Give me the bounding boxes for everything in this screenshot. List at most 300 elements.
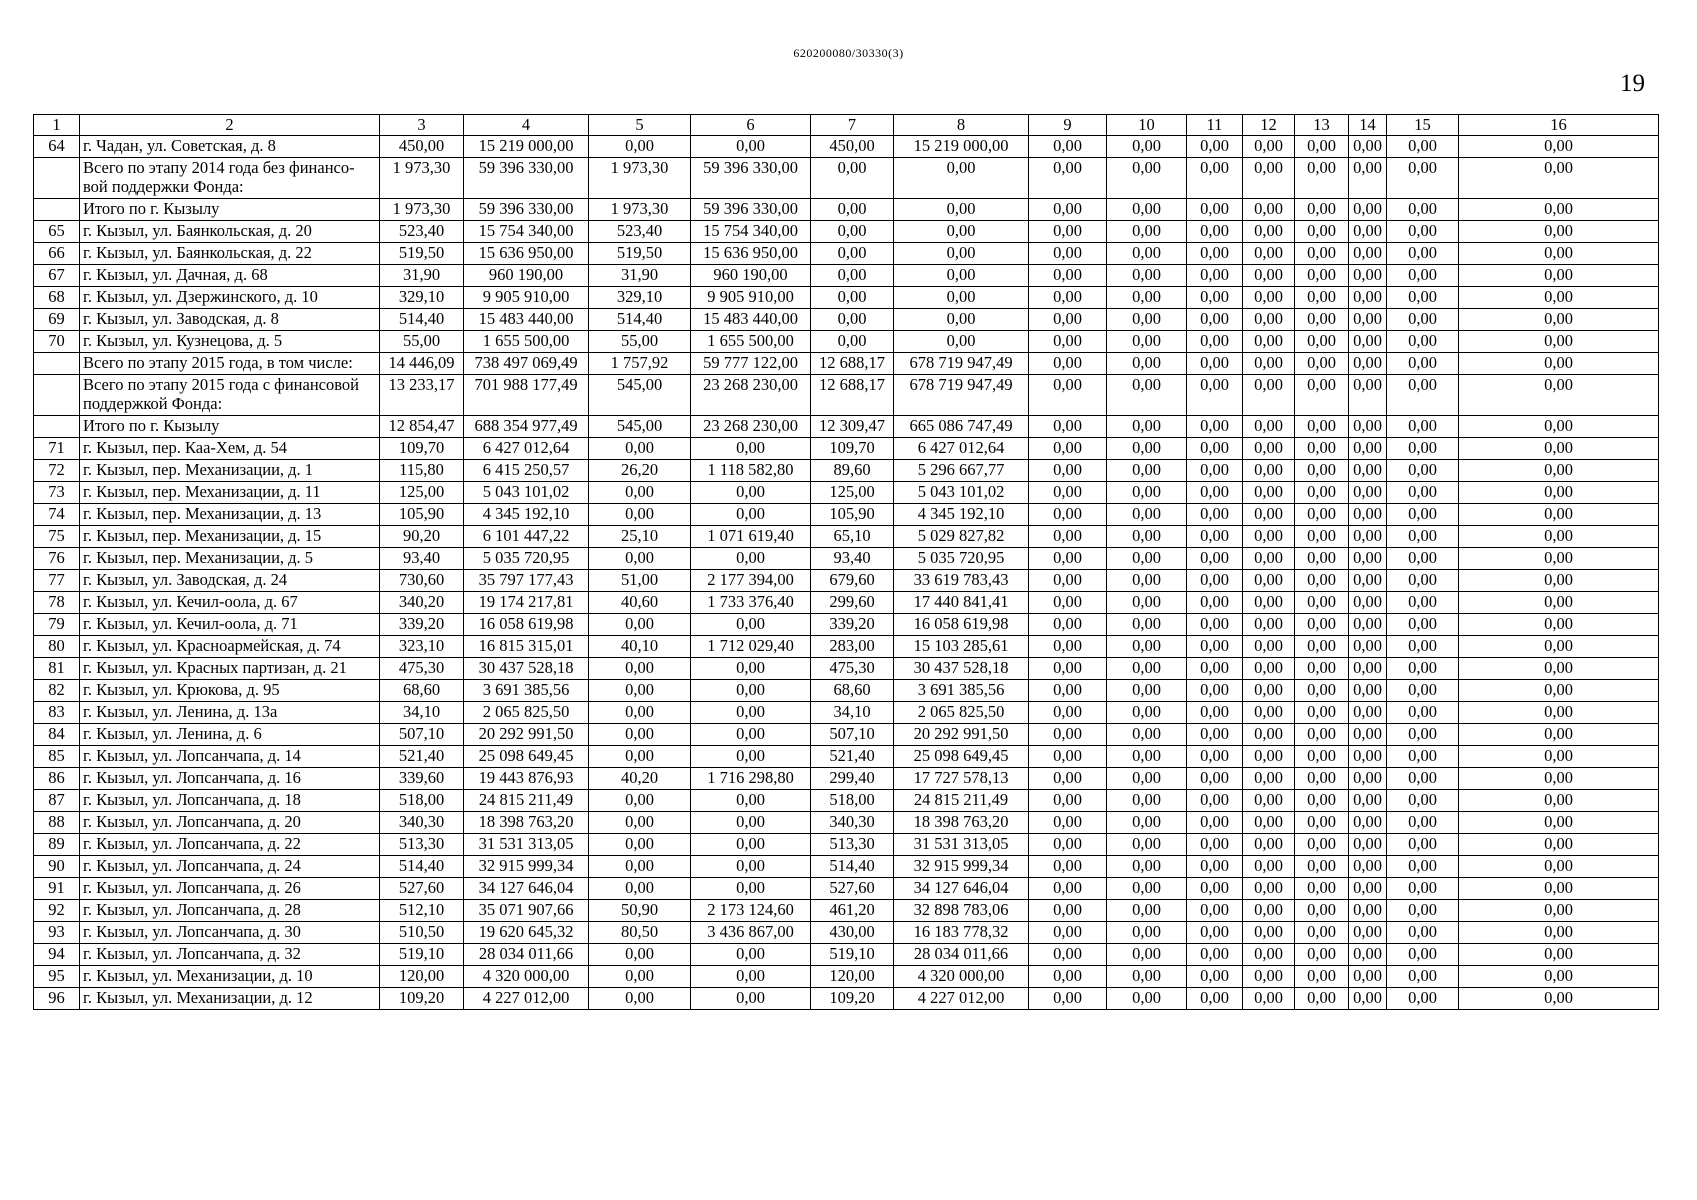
value-cell: 518,00 [380, 790, 464, 812]
value-cell: 0,00 [1387, 878, 1459, 900]
row-number-cell: 68 [34, 287, 80, 309]
value-cell: 0,00 [1243, 856, 1295, 878]
value-cell: 0,00 [1459, 636, 1659, 658]
value-cell: 665 086 747,49 [894, 416, 1029, 438]
value-cell: 16 815 315,01 [464, 636, 589, 658]
value-cell: 0,00 [691, 724, 811, 746]
table-row [34, 702, 1659, 724]
value-cell: 0,00 [1295, 570, 1349, 592]
value-cell: 0,00 [1349, 265, 1387, 287]
value-cell: 0,00 [1243, 680, 1295, 702]
value-cell: 0,00 [1349, 221, 1387, 243]
value-cell: 0,00 [1243, 526, 1295, 548]
value-cell: 31 531 313,05 [464, 834, 589, 856]
value-cell: 0,00 [1107, 136, 1187, 158]
value-cell: 730,60 [380, 570, 464, 592]
value-cell: 0,00 [1459, 243, 1659, 265]
value-cell: 0,00 [1349, 592, 1387, 614]
value-cell: 0,00 [1243, 375, 1295, 416]
value-cell: 0,00 [1459, 790, 1659, 812]
value-cell: 0,00 [1187, 158, 1243, 199]
value-cell: 0,00 [691, 966, 811, 988]
address-cell: г. Кызыл, ул. Баянкольская, д. 22 [80, 243, 380, 265]
value-cell: 0,00 [1187, 331, 1243, 353]
value-cell: 0,00 [1295, 375, 1349, 416]
value-cell: 0,00 [1029, 309, 1107, 331]
table-row [34, 966, 1659, 988]
value-cell: 0,00 [1187, 265, 1243, 287]
value-cell: 0,00 [1107, 460, 1187, 482]
table-row [34, 724, 1659, 746]
value-cell: 0,00 [1107, 724, 1187, 746]
value-cell: 2 177 394,00 [691, 570, 811, 592]
value-cell: 0,00 [1459, 504, 1659, 526]
row-number-cell: 75 [34, 526, 80, 548]
table-row [34, 526, 1659, 548]
value-cell: 90,20 [380, 526, 464, 548]
address-cell: г. Кызыл, ул. Кечил-оола, д. 71 [80, 614, 380, 636]
value-cell: 0,00 [1243, 900, 1295, 922]
value-cell: 0,00 [1295, 812, 1349, 834]
value-cell: 0,00 [1349, 375, 1387, 416]
value-cell: 0,00 [1295, 287, 1349, 309]
value-cell: 0,00 [1295, 834, 1349, 856]
value-cell: 0,00 [1029, 878, 1107, 900]
value-cell: 523,40 [589, 221, 691, 243]
value-cell: 1 757,92 [589, 353, 691, 375]
value-cell: 55,00 [380, 331, 464, 353]
value-cell: 0,00 [1349, 309, 1387, 331]
value-cell: 4 320 000,00 [464, 966, 589, 988]
value-cell: 0,00 [1459, 287, 1659, 309]
value-cell: 0,00 [1459, 724, 1659, 746]
value-cell: 105,90 [380, 504, 464, 526]
value-cell: 35 071 907,66 [464, 900, 589, 922]
value-cell: 65,10 [811, 526, 894, 548]
value-cell: 0,00 [1107, 353, 1187, 375]
value-cell: 519,50 [380, 243, 464, 265]
value-cell: 0,00 [1029, 331, 1107, 353]
row-number-cell: 96 [34, 988, 80, 1010]
value-cell: 0,00 [894, 243, 1029, 265]
value-cell: 514,40 [589, 309, 691, 331]
value-cell: 4 227 012,00 [894, 988, 1029, 1010]
value-cell: 0,00 [1029, 680, 1107, 702]
value-cell: 0,00 [1243, 746, 1295, 768]
row-number-cell: 86 [34, 768, 80, 790]
value-cell: 0,00 [1295, 199, 1349, 221]
value-cell: 0,00 [1187, 790, 1243, 812]
address-cell: г. Кызыл, ул. Лопсанчапа, д. 18 [80, 790, 380, 812]
value-cell: 1 973,30 [589, 158, 691, 199]
value-cell: 514,40 [811, 856, 894, 878]
value-cell: 323,10 [380, 636, 464, 658]
value-cell: 15 103 285,61 [894, 636, 1029, 658]
value-cell: 0,00 [1029, 199, 1107, 221]
value-cell: 50,90 [589, 900, 691, 922]
value-cell: 0,00 [1029, 988, 1107, 1010]
value-cell: 0,00 [1187, 988, 1243, 1010]
row-number-cell: 89 [34, 834, 80, 856]
table-row [34, 988, 1659, 1010]
value-cell: 40,20 [589, 768, 691, 790]
value-cell: 523,40 [380, 221, 464, 243]
value-cell: 12 309,47 [811, 416, 894, 438]
row-number-cell: 90 [34, 856, 80, 878]
value-cell: 0,00 [894, 265, 1029, 287]
value-cell: 0,00 [811, 331, 894, 353]
value-cell: 545,00 [589, 416, 691, 438]
value-cell: 5 043 101,02 [464, 482, 589, 504]
value-cell: 6 415 250,57 [464, 460, 589, 482]
value-cell: 0,00 [1107, 592, 1187, 614]
value-cell: 40,10 [589, 636, 691, 658]
value-cell: 0,00 [1387, 353, 1459, 375]
value-cell: 0,00 [1349, 287, 1387, 309]
row-number-cell: 67 [34, 265, 80, 287]
value-cell: 120,00 [811, 966, 894, 988]
value-cell: 6 427 012,64 [464, 438, 589, 460]
address-cell: г. Кызыл, ул. Лопсанчапа, д. 22 [80, 834, 380, 856]
value-cell: 0,00 [1295, 460, 1349, 482]
value-cell: 5 035 720,95 [894, 548, 1029, 570]
row-number-cell: 65 [34, 221, 80, 243]
row-number-cell: 70 [34, 331, 80, 353]
value-cell: 0,00 [1349, 680, 1387, 702]
value-cell: 12 854,47 [380, 416, 464, 438]
value-cell: 0,00 [1243, 834, 1295, 856]
table-row [34, 460, 1659, 482]
value-cell: 31,90 [589, 265, 691, 287]
value-cell: 26,20 [589, 460, 691, 482]
value-cell: 68,60 [380, 680, 464, 702]
value-cell: 0,00 [1029, 922, 1107, 944]
value-cell: 0,00 [1029, 812, 1107, 834]
value-cell: 0,00 [1187, 136, 1243, 158]
value-cell: 0,00 [1107, 504, 1187, 526]
value-cell: 0,00 [811, 221, 894, 243]
address-cell: Итого по г. Кызылу [80, 416, 380, 438]
column-number-cell: 3 [380, 115, 464, 136]
value-cell: 0,00 [589, 746, 691, 768]
value-cell: 0,00 [1387, 724, 1459, 746]
value-cell: 0,00 [1349, 812, 1387, 834]
value-cell: 0,00 [1029, 243, 1107, 265]
value-cell: 0,00 [1187, 592, 1243, 614]
page-number: 19 [1620, 70, 1645, 97]
value-cell: 0,00 [1295, 221, 1349, 243]
value-cell: 0,00 [589, 658, 691, 680]
value-cell: 0,00 [589, 724, 691, 746]
value-cell: 0,00 [589, 856, 691, 878]
value-cell: 0,00 [1029, 438, 1107, 460]
value-cell: 0,00 [1349, 856, 1387, 878]
value-cell: 0,00 [1107, 636, 1187, 658]
value-cell: 0,00 [1459, 570, 1659, 592]
value-cell: 0,00 [1459, 265, 1659, 287]
value-cell: 17 440 841,41 [894, 592, 1029, 614]
value-cell: 0,00 [1387, 438, 1459, 460]
row-number-cell: 73 [34, 482, 80, 504]
value-cell: 0,00 [1029, 636, 1107, 658]
value-cell: 0,00 [1107, 746, 1187, 768]
table-row [34, 592, 1659, 614]
document-code: 620200080/30330(3) [793, 46, 904, 60]
row-number-cell [34, 416, 80, 438]
value-cell: 59 396 330,00 [691, 158, 811, 199]
value-cell: 0,00 [1243, 702, 1295, 724]
table-row [34, 158, 1659, 199]
value-cell: 518,00 [811, 790, 894, 812]
value-cell: 0,00 [1187, 614, 1243, 636]
value-cell: 0,00 [1107, 812, 1187, 834]
value-cell: 510,50 [380, 922, 464, 944]
value-cell: 0,00 [1295, 614, 1349, 636]
value-cell: 0,00 [1295, 353, 1349, 375]
value-cell: 0,00 [1107, 199, 1187, 221]
value-cell: 109,20 [811, 988, 894, 1010]
value-cell: 0,00 [691, 438, 811, 460]
value-cell: 0,00 [1243, 636, 1295, 658]
value-cell: 0,00 [691, 856, 811, 878]
value-cell: 0,00 [1187, 834, 1243, 856]
value-cell: 59 396 330,00 [464, 199, 589, 221]
value-cell: 0,00 [589, 614, 691, 636]
value-cell: 17 727 578,13 [894, 768, 1029, 790]
value-cell: 0,00 [1459, 199, 1659, 221]
value-cell: 0,00 [1459, 416, 1659, 438]
row-number-cell: 94 [34, 944, 80, 966]
value-cell: 0,00 [1459, 460, 1659, 482]
value-cell: 0,00 [1243, 658, 1295, 680]
value-cell: 521,40 [380, 746, 464, 768]
value-cell: 0,00 [1243, 548, 1295, 570]
value-cell: 0,00 [691, 658, 811, 680]
value-cell: 0,00 [1187, 199, 1243, 221]
value-cell: 0,00 [1029, 614, 1107, 636]
value-cell: 521,40 [811, 746, 894, 768]
value-cell: 0,00 [1295, 136, 1349, 158]
address-cell: г. Кызыл, ул. Ленина, д. 6 [80, 724, 380, 746]
address-cell: г. Кызыл, ул. Баянкольская, д. 20 [80, 221, 380, 243]
value-cell: 89,60 [811, 460, 894, 482]
address-cell: г. Кызыл, ул. Заводская, д. 8 [80, 309, 380, 331]
value-cell: 0,00 [589, 790, 691, 812]
value-cell: 0,00 [1187, 746, 1243, 768]
value-cell: 0,00 [1107, 790, 1187, 812]
value-cell: 24 815 211,49 [464, 790, 589, 812]
row-number-cell: 82 [34, 680, 80, 702]
value-cell: 450,00 [380, 136, 464, 158]
value-cell: 299,60 [811, 592, 894, 614]
address-cell: г. Кызыл, ул. Дзержинского, д. 10 [80, 287, 380, 309]
value-cell: 4 345 192,10 [464, 504, 589, 526]
value-cell: 0,00 [894, 331, 1029, 353]
value-cell: 0,00 [1349, 658, 1387, 680]
value-cell: 0,00 [1387, 504, 1459, 526]
value-cell: 0,00 [1107, 526, 1187, 548]
housing-program-table [33, 114, 1659, 1010]
value-cell: 507,10 [380, 724, 464, 746]
value-cell: 0,00 [1387, 526, 1459, 548]
value-cell: 0,00 [1107, 702, 1187, 724]
value-cell: 24 815 211,49 [894, 790, 1029, 812]
value-cell: 527,60 [811, 878, 894, 900]
address-cell: г. Кызыл, пер. Механизации, д. 15 [80, 526, 380, 548]
value-cell: 0,00 [1187, 680, 1243, 702]
column-number-cell: 5 [589, 115, 691, 136]
value-cell: 0,00 [1243, 812, 1295, 834]
value-cell: 5 029 827,82 [894, 526, 1029, 548]
value-cell: 15 636 950,00 [464, 243, 589, 265]
value-cell: 0,00 [691, 702, 811, 724]
table-row [34, 856, 1659, 878]
value-cell: 0,00 [1243, 944, 1295, 966]
address-cell: г. Кызыл, пер. Каа-Хем, д. 54 [80, 438, 380, 460]
value-cell: 0,00 [1107, 900, 1187, 922]
value-cell: 701 988 177,49 [464, 375, 589, 416]
value-cell: 0,00 [1349, 768, 1387, 790]
value-cell: 12 688,17 [811, 353, 894, 375]
value-cell: 1 118 582,80 [691, 460, 811, 482]
value-cell: 15 483 440,00 [691, 309, 811, 331]
value-cell: 0,00 [1459, 878, 1659, 900]
value-cell: 125,00 [811, 482, 894, 504]
value-cell: 0,00 [691, 680, 811, 702]
value-cell: 339,20 [811, 614, 894, 636]
value-cell: 0,00 [1029, 265, 1107, 287]
value-cell: 0,00 [1243, 922, 1295, 944]
value-cell: 0,00 [1459, 526, 1659, 548]
value-cell: 0,00 [1243, 416, 1295, 438]
value-cell: 55,00 [589, 331, 691, 353]
value-cell: 0,00 [1029, 353, 1107, 375]
value-cell: 0,00 [1243, 724, 1295, 746]
value-cell: 0,00 [1029, 221, 1107, 243]
value-cell: 0,00 [1295, 658, 1349, 680]
value-cell: 0,00 [1187, 221, 1243, 243]
value-cell: 0,00 [1243, 331, 1295, 353]
value-cell: 0,00 [1459, 768, 1659, 790]
value-cell: 0,00 [1107, 243, 1187, 265]
value-cell: 339,60 [380, 768, 464, 790]
row-number-cell: 80 [34, 636, 80, 658]
value-cell: 1 733 376,40 [691, 592, 811, 614]
value-cell: 0,00 [1029, 856, 1107, 878]
address-cell: г. Кызыл, ул. Красноармейская, д. 74 [80, 636, 380, 658]
row-number-cell: 78 [34, 592, 80, 614]
table-row [34, 243, 1659, 265]
address-cell: г. Кызыл, пер. Механизации, д. 1 [80, 460, 380, 482]
table-row [34, 331, 1659, 353]
value-cell: 0,00 [1187, 944, 1243, 966]
value-cell: 2 065 825,50 [464, 702, 589, 724]
row-number-cell: 92 [34, 900, 80, 922]
value-cell: 0,00 [1243, 309, 1295, 331]
value-cell: 0,00 [1295, 724, 1349, 746]
value-cell: 0,00 [589, 702, 691, 724]
value-cell: 25 098 649,45 [894, 746, 1029, 768]
value-cell: 6 427 012,64 [894, 438, 1029, 460]
value-cell: 0,00 [1243, 768, 1295, 790]
value-cell: 59 396 330,00 [464, 158, 589, 199]
value-cell: 0,00 [1459, 592, 1659, 614]
value-cell: 32 915 999,34 [464, 856, 589, 878]
value-cell: 12 688,17 [811, 375, 894, 416]
value-cell: 0,00 [1349, 746, 1387, 768]
value-cell: 0,00 [1349, 482, 1387, 504]
value-cell: 0,00 [1107, 922, 1187, 944]
value-cell: 0,00 [1387, 221, 1459, 243]
value-cell: 0,00 [1243, 504, 1295, 526]
value-cell: 0,00 [1349, 834, 1387, 856]
value-cell: 0,00 [1243, 199, 1295, 221]
value-cell: 34,10 [380, 702, 464, 724]
value-cell: 0,00 [1107, 416, 1187, 438]
value-cell: 0,00 [1295, 878, 1349, 900]
table-row [34, 680, 1659, 702]
value-cell: 0,00 [1029, 460, 1107, 482]
value-cell: 0,00 [1349, 504, 1387, 526]
column-number-cell: 9 [1029, 115, 1107, 136]
table-row [34, 136, 1659, 158]
value-cell: 0,00 [589, 680, 691, 702]
value-cell: 430,00 [811, 922, 894, 944]
value-cell: 1 655 500,00 [464, 331, 589, 353]
value-cell: 0,00 [1459, 746, 1659, 768]
address-cell: г. Кызыл, ул. Лопсанчапа, д. 26 [80, 878, 380, 900]
value-cell: 519,10 [380, 944, 464, 966]
row-number-cell: 71 [34, 438, 80, 460]
value-cell: 0,00 [1387, 592, 1459, 614]
value-cell: 0,00 [1029, 658, 1107, 680]
value-cell: 0,00 [1295, 768, 1349, 790]
table-row [34, 199, 1659, 221]
value-cell: 3 436 867,00 [691, 922, 811, 944]
value-cell: 0,00 [589, 438, 691, 460]
table-row [34, 548, 1659, 570]
value-cell: 0,00 [1387, 243, 1459, 265]
value-cell: 15 219 000,00 [894, 136, 1029, 158]
value-cell: 0,00 [1459, 548, 1659, 570]
value-cell: 15 754 340,00 [691, 221, 811, 243]
value-cell: 0,00 [1295, 331, 1349, 353]
address-cell: г. Кызыл, ул. Лопсанчапа, д. 24 [80, 856, 380, 878]
value-cell: 475,30 [380, 658, 464, 680]
value-cell: 0,00 [894, 221, 1029, 243]
value-cell: 0,00 [1295, 636, 1349, 658]
value-cell: 0,00 [1349, 353, 1387, 375]
table-row [34, 353, 1659, 375]
value-cell: 23 268 230,00 [691, 416, 811, 438]
value-cell: 0,00 [1459, 331, 1659, 353]
address-cell: г. Кызыл, ул. Кечил-оола, д. 67 [80, 592, 380, 614]
value-cell: 0,00 [1295, 438, 1349, 460]
value-cell: 0,00 [1243, 136, 1295, 158]
column-number-cell: 8 [894, 115, 1029, 136]
value-cell: 30 437 528,18 [464, 658, 589, 680]
column-number-cell: 1 [34, 115, 80, 136]
value-cell: 0,00 [1107, 680, 1187, 702]
value-cell: 450,00 [811, 136, 894, 158]
value-cell: 0,00 [1107, 768, 1187, 790]
value-cell: 0,00 [1387, 309, 1459, 331]
value-cell: 0,00 [1243, 460, 1295, 482]
value-cell: 15 483 440,00 [464, 309, 589, 331]
value-cell: 738 497 069,49 [464, 353, 589, 375]
table-row [34, 746, 1659, 768]
value-cell: 0,00 [1187, 526, 1243, 548]
